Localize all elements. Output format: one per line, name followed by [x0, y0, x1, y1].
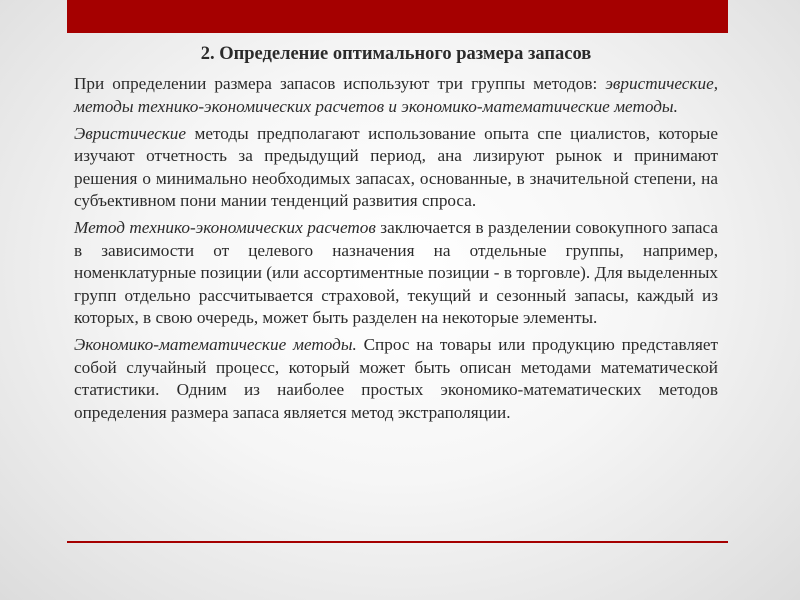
paragraph-technical-text: заключается в разделении совокупного запаса в зависимости от целевого назначения на отдельные группы, например, номенклатурные позиции (или ассортиментные позиции - в торговле). Для выделенных групп отдельно рассчитывается страховой, текущий и сезонный запасы, каждый из которых, в свою очередь, может быть разделен на некоторые элементы. — [74, 218, 718, 327]
paragraph-mathematical-term: Экономико-математические методы. — [74, 335, 357, 354]
paragraph-intro-italic: эвристические, методы технико-экономических расчетов и экономико-математические методы. — [74, 74, 718, 116]
paragraph-technical — [74, 217, 718, 330]
paragraph-intro — [74, 73, 718, 118]
slide-title: 2. Определение оптимального размера запасов — [200, 44, 592, 64]
paragraph-heuristic-term: Эвристические — [74, 123, 187, 143]
header-accent-bar — [67, 0, 728, 33]
slide-content — [74, 42, 718, 429]
paragraph-mathematical-text: Спрос на товары или продукцию представляет собой случайный процесс, который может быть описан методами математической статистики. Одним из наиболее простых экономико-математических методов определения размера запаса является метод экстраполяции. — [74, 335, 718, 422]
paragraph-heuristic — [74, 123, 718, 213]
paragraph-heuristic-text: методы предполагают использование опыта спе циалистов, которые изучают отчетность за предыдущий период, ана лизируют рынок и принимают решения о минимально необходимых запасах, основанные, в значительной степени, на субъективном пони мании тенденций развития спроса. — [74, 123, 718, 210]
paragraph-intro-text: При определении размера запасов используют три группы методов: — [74, 74, 606, 93]
paragraph-mathematical — [74, 334, 718, 424]
paragraph-technical-term: Метод технико-экономических расчетов — [74, 218, 376, 237]
footer-rule — [67, 541, 728, 543]
